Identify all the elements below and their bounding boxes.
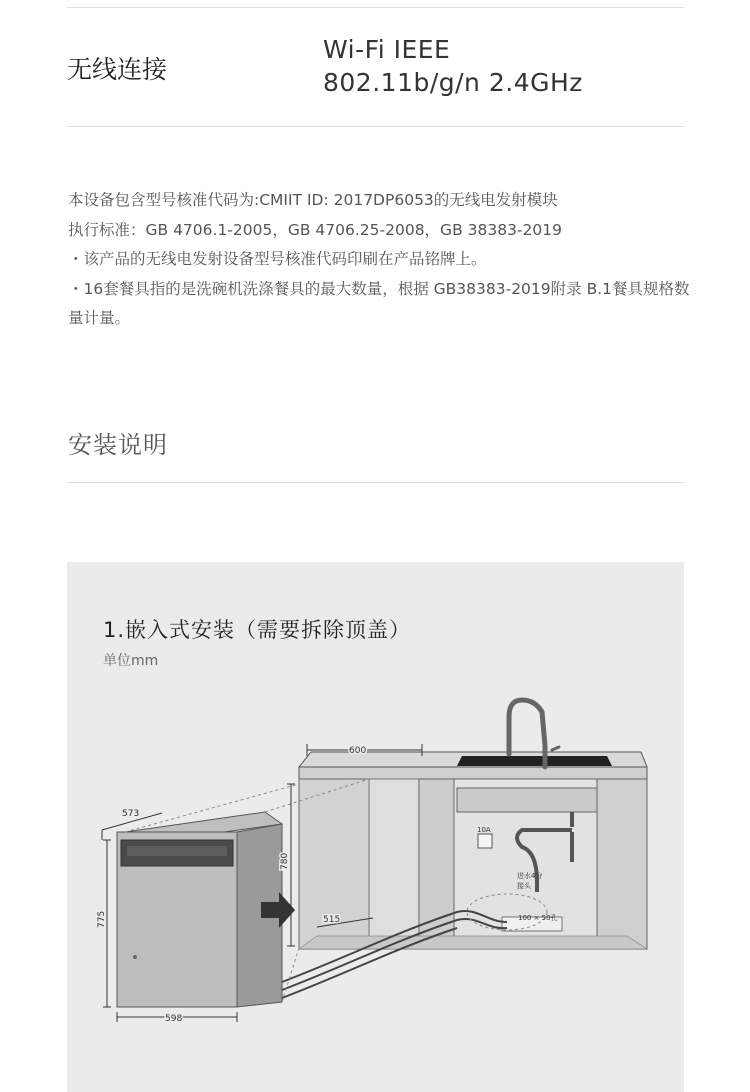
notes (68, 186, 698, 334)
install-unit: 单位mm (103, 653, 159, 669)
dim-cabinet-height: 780 (280, 852, 290, 870)
section-title: 安装说明 (68, 431, 168, 459)
install-panel (67, 562, 684, 1092)
spec-value-line1: Wi-Fi IEEE (323, 35, 451, 64)
note-capacity: ・16套餐具指的是洗碗机洗涤餐具的最大数量，根据 GB38383-2019附录 B.1餐具规格数量计量。 (68, 279, 690, 327)
spec-label: 无线连接 (67, 55, 168, 84)
inlet-label-line2: 接头 (517, 882, 531, 890)
spec-divider (67, 126, 684, 127)
socket-label: 10A (477, 826, 491, 834)
section-divider (67, 482, 684, 483)
spec-value-line2: 802.11b/g/n 2.4GHz (323, 68, 583, 97)
dim-machine-width: 598 (165, 1014, 183, 1024)
note-standards: 执行标准：GB 4706.1-2005，GB 4706.25-2008，GB 38383-2019 (68, 220, 562, 239)
note-module-code: 本设备包含型号核准代码为:CMIIT ID: 2017DP6053的无线电发射模块 (68, 191, 558, 209)
hole-label: 100 × 50孔 (518, 914, 558, 922)
spec-value (323, 33, 583, 99)
inlet-label-line1: 进水4分 (517, 872, 543, 880)
dim-machine-depth: 573 (122, 809, 140, 819)
dim-cabinet-width: 600 (349, 746, 367, 756)
installation-diagram (67, 562, 684, 1092)
dim-cabinet-depth: 515 (323, 915, 341, 925)
socket-box (478, 834, 492, 848)
dim-machine-height: 775 (97, 910, 107, 928)
install-title: 1.嵌入式安装（需要拆除顶盖） (103, 618, 412, 642)
top-divider (67, 7, 684, 8)
dishwasher (117, 812, 282, 1007)
note-nameplate: ・该产品的无线电发射设备型号核准代码印刷在产品铭牌上。 (68, 250, 487, 268)
